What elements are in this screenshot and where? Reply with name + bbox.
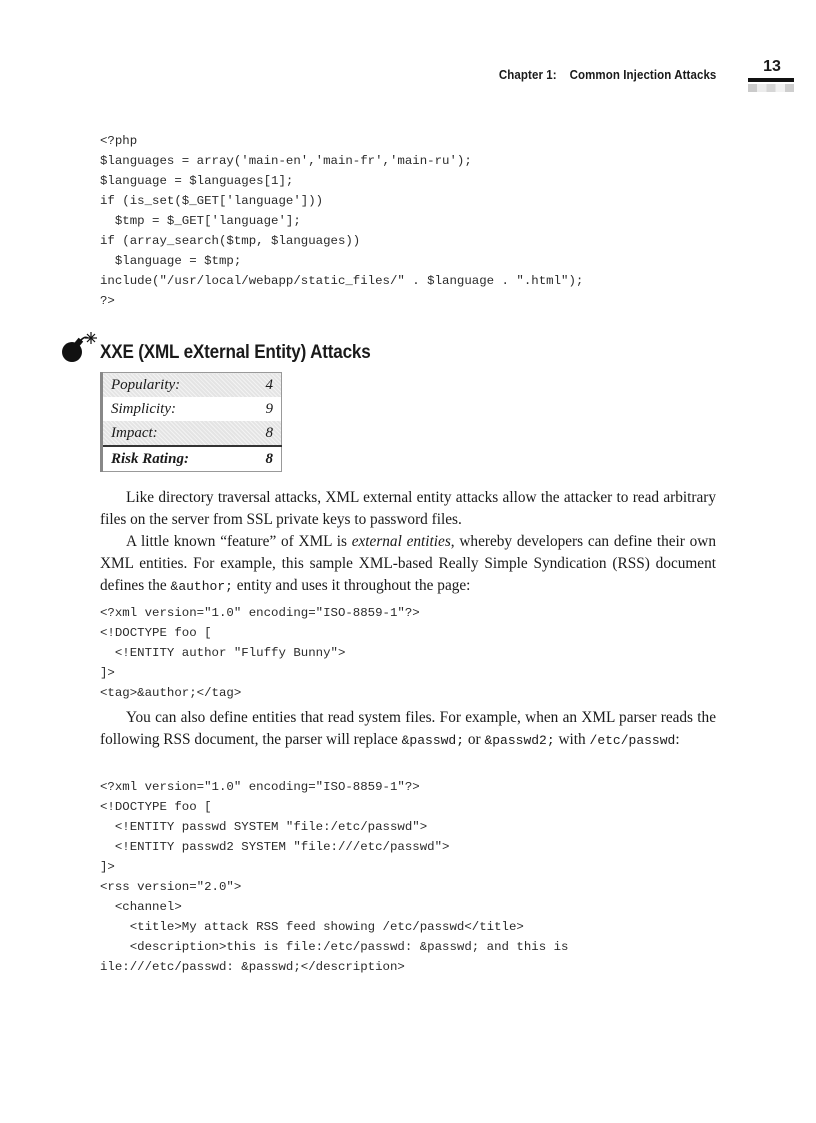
page-number-rule: [748, 78, 794, 82]
rating-label: Impact:: [102, 421, 236, 446]
rating-row-popularity: [102, 373, 282, 398]
paragraph-text: Like directory traversal attacks, XML external entity attacks allow the attacker to read arbitrary files on the server from SSL private keys to password files.: [100, 489, 716, 528]
rating-label: Risk Rating:: [102, 446, 236, 472]
paragraph-text: A little known “feature” of XML is: [126, 533, 352, 550]
paragraph-text: , whereby developers can define their own XML entities. For example, this sample XML-based Really Simple Syndication (RSS) document defines the: [100, 533, 716, 594]
chapter-title: Common Injection Attacks: [569, 68, 716, 82]
xml-code-listing-2: <?xml version="1.0" encoding="ISO-8859-1"?> <!DOCTYPE foo [ <!ENTITY passwd SYSTEM "file:/etc/passwd"> <!ENTITY passwd2 SYSTEM "file:///etc/passwd"> ]> <rss version="2.0"> <channel> <title>My attack RSS feed showing /etc/passwd</title> <description>this is file:/etc/passwd: &passwd; and this is ile:///etc/passwd: &passwd;</description>: [100, 780, 569, 974]
rating-value: 4: [235, 373, 282, 398]
inline-code: &author;: [170, 579, 233, 594]
paragraph-text: :: [675, 731, 680, 748]
page-header: [0, 60, 816, 100]
paragraph: [100, 531, 716, 598]
xml-code-listing-1: <?xml version="1.0" encoding="ISO-8859-1"?> <!DOCTYPE foo [ <!ENTITY author "Fluffy Bunny"> ]> <tag>&author;</tag>: [100, 606, 420, 700]
rating-row-simplicity: [102, 397, 282, 421]
rating-value: 8: [235, 421, 282, 446]
inline-code: /etc/passwd: [589, 733, 676, 748]
paragraph-text: with: [554, 731, 590, 748]
paragraph-text: entity and uses it throughout the page:: [232, 577, 471, 594]
paragraph: [100, 707, 716, 752]
section-heading: [60, 324, 560, 364]
php-code-listing: <?php $languages = array('main-en','main-fr','main-ru'); $language = $languages[1]; if (is_set($_GET['language'])) $tmp = $_GET['language']; if (array_search($tmp, $languages)) $language = $tmp; include("/usr/local/webapp/static_files/" . $language . ".html"); ?>: [100, 134, 584, 308]
chapter-label: Chapter 1:: [498, 68, 557, 82]
section-title: XXE (XML eXternal Entity) Attacks: [100, 342, 371, 363]
rating-label: Simplicity:: [111, 400, 176, 417]
page-number: 13: [763, 58, 781, 75]
rating-value: 8: [235, 446, 282, 472]
body-text-1: [100, 487, 716, 598]
bomb-icon: [60, 330, 100, 364]
paragraph-text: You can also define entities that read system files. For example, when an XML parser reads the following RSS document, the parser will replace: [100, 709, 716, 748]
paragraph: [100, 487, 716, 531]
rating-row-impact: [102, 421, 282, 446]
rating-row-risk: [102, 446, 282, 472]
paragraph-text: or: [464, 731, 485, 748]
risk-rating-table: [100, 372, 282, 472]
body-text-2: [100, 707, 716, 752]
rating-value: 9: [265, 400, 273, 417]
inline-code: &passwd2;: [484, 733, 555, 748]
page-number-ornament: [748, 84, 794, 92]
italic-term: external entities: [351, 533, 451, 550]
rating-label: Popularity:: [102, 373, 236, 398]
inline-code: &passwd;: [401, 733, 465, 748]
running-head: [498, 68, 716, 82]
